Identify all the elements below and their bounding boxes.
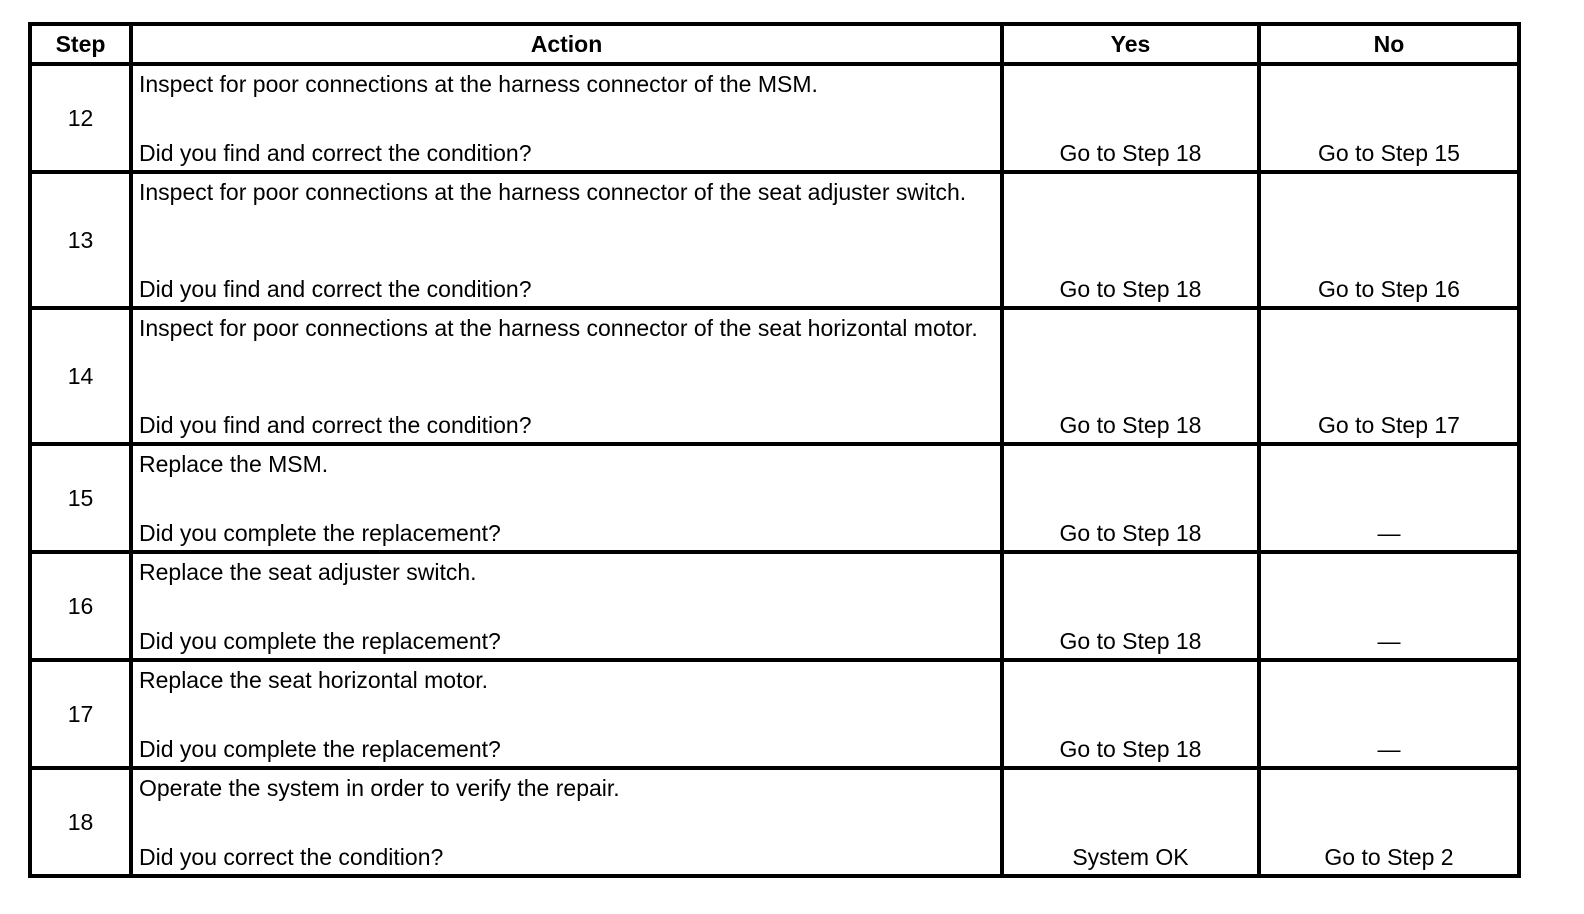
action-question: Did you complete the replacement?: [139, 736, 501, 762]
no-result: Go to Step 17: [1259, 308, 1519, 444]
table-row: [30, 768, 1519, 876]
action-cell: [131, 552, 1002, 660]
table-row: [30, 172, 1519, 308]
table-row: [30, 552, 1519, 660]
action-question: Did you complete the replacement?: [139, 628, 501, 654]
action-cell: [131, 660, 1002, 768]
action-question: Did you find and correct the condition?: [139, 276, 532, 302]
yes-result: Go to Step 18: [1002, 444, 1259, 552]
yes-result: Go to Step 18: [1002, 64, 1259, 172]
table-row: [30, 660, 1519, 768]
header-row: [30, 24, 1519, 64]
step-number: 15: [30, 444, 131, 552]
yes-result: Go to Step 18: [1002, 552, 1259, 660]
step-number: 18: [30, 768, 131, 876]
action-instruction: Inspect for poor connections at the harness connector of the MSM.: [139, 71, 818, 97]
action-instruction: Operate the system in order to verify the repair.: [139, 775, 620, 801]
no-result: Go to Step 16: [1259, 172, 1519, 308]
step-number: 13: [30, 172, 131, 308]
action-cell: [131, 172, 1002, 308]
header-yes: Yes: [1002, 24, 1259, 64]
step-number: 16: [30, 552, 131, 660]
action-cell: [131, 444, 1002, 552]
no-result: Go to Step 2: [1259, 768, 1519, 876]
action-question: Did you complete the replacement?: [139, 520, 501, 546]
yes-result: Go to Step 18: [1002, 660, 1259, 768]
header-action: Action: [131, 24, 1002, 64]
header-step: Step: [30, 24, 131, 64]
action-instruction: Replace the seat horizontal motor.: [139, 667, 489, 693]
action-question: Did you find and correct the condition?: [139, 412, 532, 438]
yes-result: Go to Step 18: [1002, 308, 1259, 444]
action-cell: [131, 308, 1002, 444]
action-instruction: Replace the seat adjuster switch.: [139, 559, 477, 585]
action-instruction: Inspect for poor connections at the harness connector of the seat horizontal motor.: [139, 315, 978, 341]
step-number: 14: [30, 308, 131, 444]
action-question: Did you find and correct the condition?: [139, 140, 532, 166]
table-row: [30, 64, 1519, 172]
table-row: [30, 444, 1519, 552]
action-question: Did you correct the condition?: [139, 844, 444, 870]
no-result: —: [1259, 552, 1519, 660]
diagnostic-table: [28, 22, 1521, 878]
action-instruction: Replace the MSM.: [139, 451, 329, 477]
yes-result: System OK: [1002, 768, 1259, 876]
yes-result: Go to Step 18: [1002, 172, 1259, 308]
header-no: No: [1259, 24, 1519, 64]
step-number: 12: [30, 64, 131, 172]
action-instruction: Inspect for poor connections at the harness connector of the seat adjuster switch.: [139, 179, 967, 205]
no-result: —: [1259, 660, 1519, 768]
action-cell: [131, 768, 1002, 876]
no-result: —: [1259, 444, 1519, 552]
no-result: Go to Step 15: [1259, 64, 1519, 172]
step-number: 17: [30, 660, 131, 768]
table-row: [30, 308, 1519, 444]
action-cell: [131, 64, 1002, 172]
